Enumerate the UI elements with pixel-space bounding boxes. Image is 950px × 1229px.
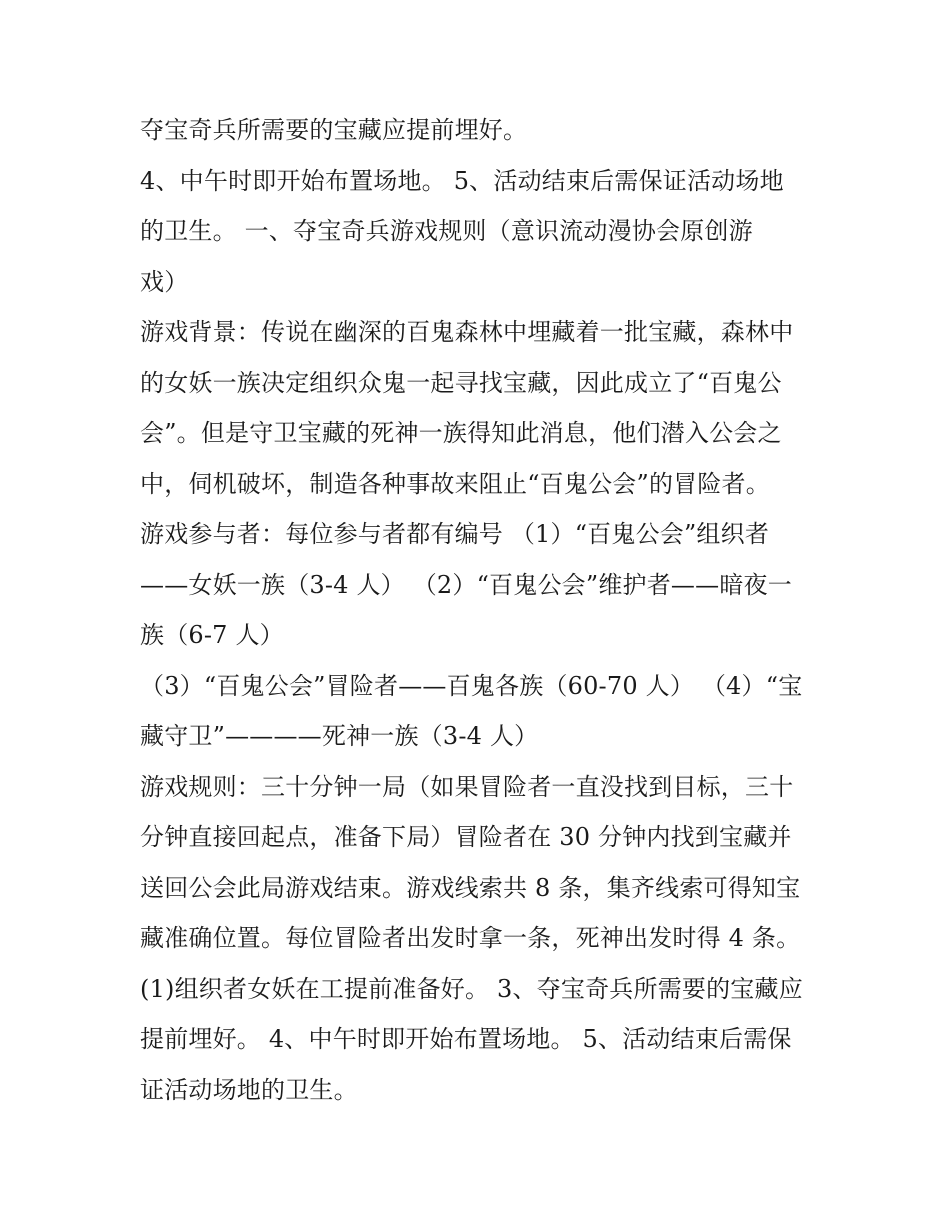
text-line: 的卫生。 一、夺宝奇兵游戏规则（意识流动漫协会原创游 [140, 217, 753, 245]
text-line: 游戏参与者：每位参与者都有编号 （1）“百鬼公会”组织者 [140, 520, 770, 548]
text-line: 戏） [140, 267, 189, 296]
text-line: （3）“百鬼公会”冒险者——百鬼各族（60-70 人） （4）“宝 [140, 671, 803, 700]
text-line: 中，伺机破坏，制造各种事故来阻止“百鬼公会”的冒险者。 [140, 469, 770, 498]
text-line: 藏守卫”————死神一族（3-4 人） [140, 722, 539, 750]
text-line: 夺宝奇兵所需要的宝藏应提前埋好。 [140, 116, 528, 144]
text-line: 的女妖一族决定组织众鬼一起寻找宝藏，因此成立了“百鬼公 [140, 368, 782, 397]
text-line: 会”。但是守卫宝藏的死神一族得知此消息，他们潜入公会之 [140, 419, 782, 447]
text-line: 证活动场地的卫生。 [140, 1075, 358, 1104]
text-line: 4、中午时即开始布置场地。 5、活动结束后需保证活动场地 [140, 166, 784, 195]
text-line: 送回公会此局游戏结束。游戏线索共 8 条，集齐线索可得知宝 [140, 873, 801, 902]
text-line: 游戏背景：传说在幽深的百鬼森林中埋藏着一批宝藏，森林中 [140, 318, 794, 346]
text-line: 分钟直接回起点，准备下局）冒险者在 30 分钟内找到宝藏并 [140, 823, 792, 851]
text-line: (1)组织者女妖在工提前准备好。 3、夺宝奇兵所需要的宝藏应 [140, 974, 803, 1003]
text-line: 游戏规则：三十分钟一局（如果冒险者一直没找到目标，三十 [140, 772, 794, 801]
text-line: 提前埋好。 4、中午时即开始布置场地。 5、活动结束后需保 [140, 1025, 792, 1053]
text-line: 族（6-7 人） [140, 621, 284, 649]
text-line: ——女妖一族（3-4 人） （2）“百鬼公会”维护者——暗夜一 [140, 570, 792, 599]
document-body [140, 105, 820, 1115]
text-line: 藏准确位置。每位冒险者出发时拿一条，死神出发时得 4 条。 [140, 924, 801, 952]
